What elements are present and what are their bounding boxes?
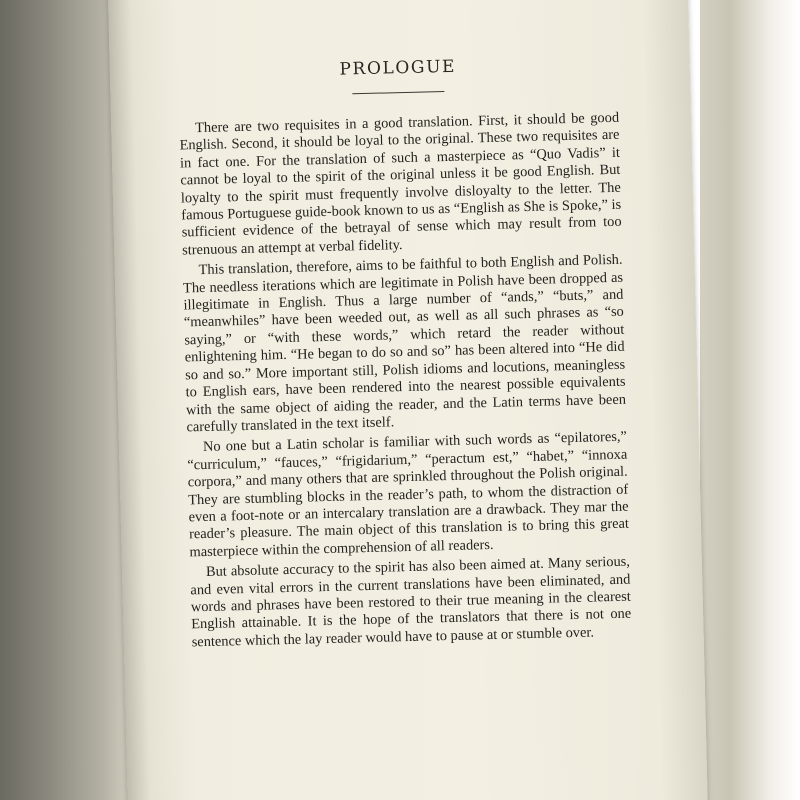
paragraph-3: No one but a Latin scholar is familiar with such words as “epilatores,” “curriculum,” “fauces,” “frigidarium,” “peractum est,” “habet,” “innoxa corpora,” and many others that are sprinkled throughout the Polish original. They are stumbling blocks in the reader’s path, to whom the distraction of even a foot-note or an intercalary translation are a drawback. They mar the reader’s pleasure. The main object of this translation is to bring this great masterpiece within the comprehension of all readers. (187, 428, 630, 561)
book-page (108, 0, 708, 800)
prologue-text (179, 110, 632, 652)
paragraph-1: There are two requisites in a good translation. First, it should be good English. Second, it should be loyal to the original. These two requisites are in fact one. For the translation of such a masterpiece as “Quo Vadis” it cannot be loyal to the spirit of the original unless it be good English. But loyalty to the spirit must frequently involve disloyalty to the letter. The famous Portuguese guide-book known to us as “English as She is Spoke,” is sufficient evidence of the betrayal of sense which may result from too strenuous an attempt at verbal fidelity. (179, 109, 622, 259)
page-title: PROLOGUE (339, 56, 457, 80)
paragraph-2: This translation, therefore, aims to be faithful to both English and Polish. The needless iterations which are legitimate in Polish have been dropped as illegitimate in English. Thus a large number of “ands,” “buts,” and “meanwhiles” have been weeded out, as well as all such phrases as “so saying,” or “with these words,” which retard the reader without enlightening him. “He began to do so and so” has been altered into “He did so and so.” More important still, Polish idioms and locutions, meaningless to English ears, have been rendered into the nearest possible equivalents with the same object of aiding the reader, and the Latin terms have been carefully translated in the text itself. (182, 251, 627, 436)
page-content (178, 53, 632, 655)
paragraph-4: But absolute accuracy to the spirit has also been aimed at. Many serious, and even vital errors in the current translations have been eliminated, and words and phrases have been restored to their true meaning in the clearest English attainable. It is the hope of the translators that there is not one sentence which the lay reader would have to pause at or stumble over. (190, 553, 632, 651)
title-rule (352, 91, 444, 94)
page-edge-background (700, 0, 800, 800)
